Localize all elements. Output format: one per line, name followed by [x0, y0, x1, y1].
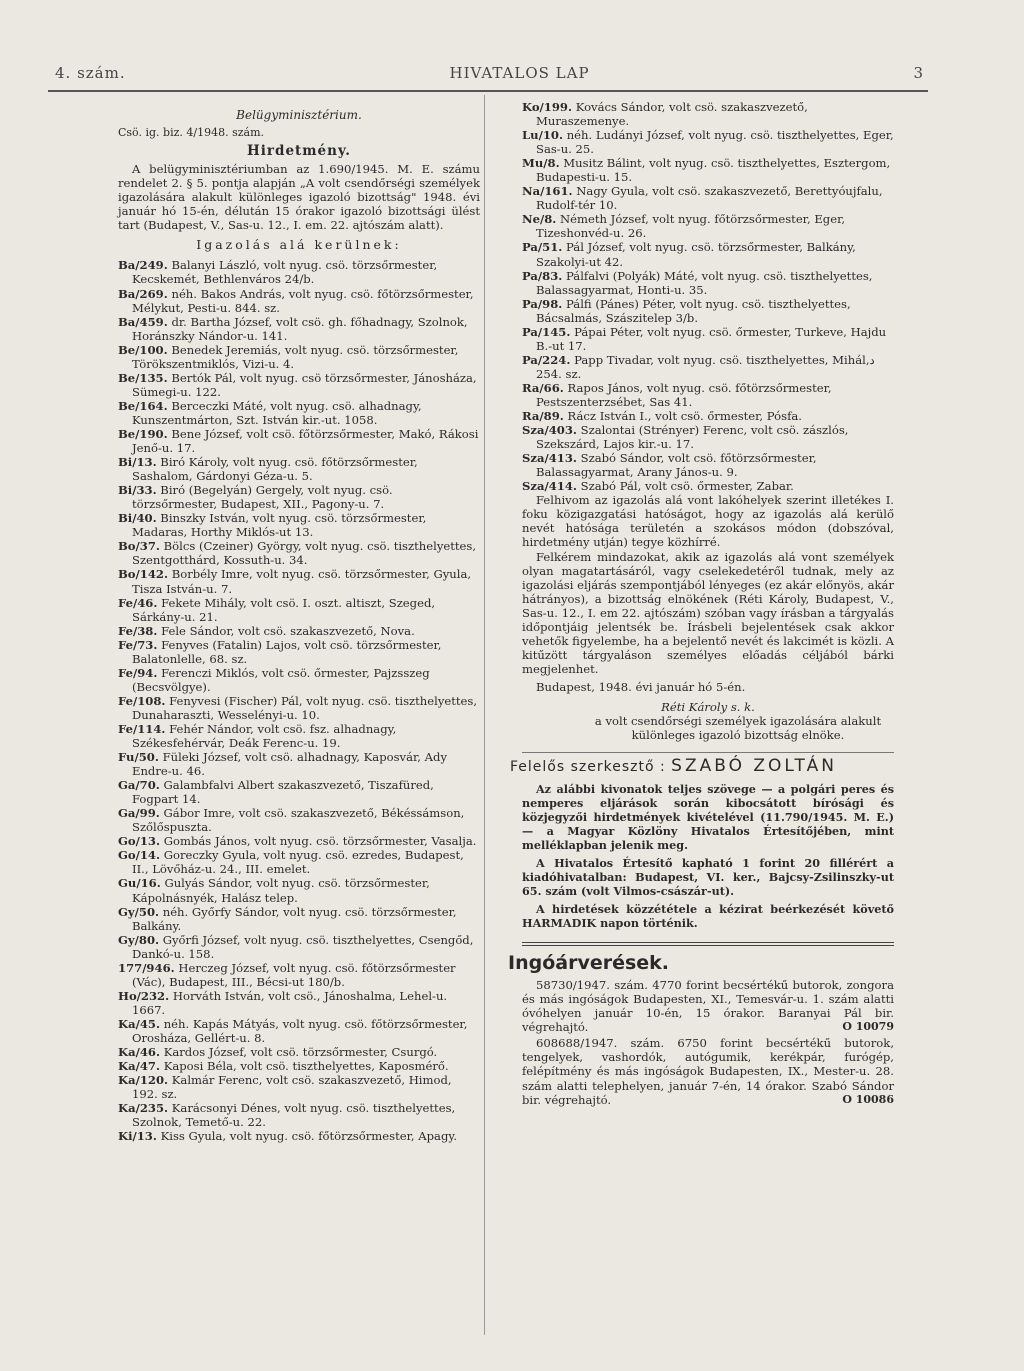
roster-entry — [118, 778, 480, 806]
entry-text: Pál József, volt nyug. csö. törzsőrmester, Balkány, Szakolyi-ut 42. — [536, 240, 856, 269]
entry-code: Ki/13. — [118, 1129, 157, 1144]
section-divider — [522, 752, 894, 753]
entry-code: Bi/40. — [118, 511, 157, 526]
entry-text: Balanyi László, volt nyug. csö. törzsőrmester, Kecskemét, Bethlenváros 24/b. — [132, 258, 438, 287]
entry-text: Gábor Imre, volt csö. szakaszvezető, Békéssámson, Szőlőspuszta. — [132, 806, 465, 835]
entry-code: Ba/269. — [118, 286, 168, 301]
roster-entry — [522, 240, 894, 268]
section-rule — [522, 942, 894, 946]
roster-entry — [522, 325, 894, 353]
entry-code: Ra/89. — [522, 409, 564, 424]
entry-code: Pa/224. — [522, 352, 571, 367]
entry-text: néh. Ludányi József, volt nyug. csö. tiszthelyettes, Eger, Sas-u. 25. — [536, 128, 894, 157]
entry-code: Ka/46. — [118, 1045, 160, 1060]
auction-item — [522, 978, 894, 1034]
notice-intro: A belügyminisztériumban az 1.690/1945. M. E. számu rendelet 2. § 5. pontja alapján „A volt csendőrségi személyek igazolására alakult különleges igazoló bizottság" 1948. évi január hó 15-én, délután 15 órakor igazoló bizottsági ülést tart (Budapest, V., Sas-u. 12., I. em. 22. ajtószám alatt). — [118, 162, 480, 233]
roster-entry — [118, 694, 480, 722]
entry-code: Ba/249. — [118, 258, 168, 273]
entry-text: Fenyvesi (Fischer) Pál, volt nyug. csö. tiszthelyettes, Dunaharaszti, Wesselényi-u. 10. — [132, 693, 478, 722]
entry-code: Ne/8. — [522, 212, 557, 227]
entry-code: Pa/98. — [522, 296, 563, 311]
entry-code: Bi/13. — [118, 455, 157, 470]
entry-text: Karácsonyi Dénes, volt nyug. csö. tiszthelyettes, Szolnok, Temető-u. 22. — [132, 1101, 456, 1130]
entry-text: Ferenczi Miklós, volt csö. őrmester, Pajzsszeg (Becsvölgye). — [132, 665, 430, 694]
ministry-name: Belügyminisztérium. — [236, 108, 362, 122]
entry-text: Nagy Gyula, volt csö. szakaszvezető, Berettyóujfalu, Rudolf-tér 10. — [536, 184, 883, 213]
page-number: 3 — [913, 64, 924, 82]
entry-code: Ka/47. — [118, 1059, 160, 1074]
header-rule — [48, 90, 928, 92]
entry-code: Lu/10. — [522, 128, 563, 143]
entry-text: Kovács Sándor, volt csö. szakaszvezető, Muraszemenye. — [536, 100, 808, 129]
entry-text: Biró Károly, volt nyug. csö. főtörzsőrmester, Sashalom, Gárdonyi Géza-u. 5. — [132, 455, 418, 484]
entry-code: Sza/403. — [522, 423, 577, 438]
entry-text: Bene József, volt csö. főtörzsőrmester, Makó, Rákosi Jenő-u. 17. — [132, 426, 479, 456]
entry-text: néh. Bakos András, volt nyug. csö. főtörzsőrmester, Mélykut, Pesti-u. 844. sz. — [132, 286, 474, 315]
editor-line — [510, 756, 894, 777]
roster-entry — [118, 567, 480, 595]
roster-entry — [522, 451, 894, 479]
roster-entry — [118, 455, 480, 483]
roster-entry — [118, 427, 480, 455]
entry-code: Bi/33. — [118, 483, 157, 498]
entry-text: Gulyás Sándor, volt nyug. csö. törzsőrmester, Kápolnásnyék, Halász telep. — [132, 876, 430, 905]
entry-code: Fe/94. — [118, 665, 158, 680]
entry-code: Fe/73. — [118, 637, 158, 652]
entry-code: Be/100. — [118, 342, 168, 357]
entry-text: Papp Tivadar, volt nyug. csö. tiszthelyettes, Mihálد, 254. sz. — [536, 352, 875, 381]
entry-text: Fenyves (Fatalin) Lajos, volt csö. törzsőrmester, Balatonlelle, 68. sz. — [132, 637, 442, 666]
auction-code: O 10079 — [842, 1020, 894, 1034]
entry-text: Berceczki Máté, volt nyug. csö. alhadnagy, Kunszentmárton, Szt. István kir.-ut. 1058. — [132, 398, 422, 427]
roster-entry — [522, 100, 894, 128]
roster-entry — [118, 258, 480, 286]
left-entry-list — [118, 258, 480, 1143]
signature-name: Réti Károly s. k. — [661, 699, 755, 714]
auction-list — [522, 978, 894, 1106]
right-entry-list — [522, 100, 894, 493]
entry-code: Be/164. — [118, 398, 168, 413]
entry-code: Ka/235. — [118, 1101, 169, 1116]
entry-text: Borbély Imre, volt nyug. csö. törzsőrmester, Gyula, Tisza István-u. 7. — [132, 567, 472, 596]
roster-entry — [118, 1045, 480, 1059]
entry-text: Gombás János, volt nyug. csö. törzsőrmester, Vasalja. — [163, 834, 477, 849]
notice-heading: Hirdetmény. — [247, 143, 351, 160]
entry-text: Kiss Gyula, volt nyug. csö. főtörzsőrmester, Apagy. — [160, 1129, 458, 1144]
roster-entry — [522, 269, 894, 297]
entry-code: Pa/145. — [522, 324, 571, 339]
roster-entry — [522, 156, 894, 184]
auction-text: 608688/1947. szám. 6750 forint becsértékű butorok, tengelyek, vashordók, autógumik, kerékpár, furógép, felépítmény és más ingóságok Budapesten, IX., Mester-u. 28. szám alatti telephelyen, január 7-én, 14 órakor. Szabó Sándor bir. végrehajtó. — [522, 1036, 894, 1107]
roster-entry — [118, 750, 480, 778]
roster-entry — [118, 806, 480, 834]
entry-code: Fu/50. — [118, 750, 159, 765]
auction-section-title: Ingóárverések. — [508, 952, 670, 975]
roster-entry — [118, 371, 480, 399]
roster-entry — [118, 596, 480, 624]
page-header — [55, 64, 924, 88]
entry-text: Biró (Begelyán) Gergely, volt nyug. csö. törzsőrmester, Budapest, XII., Pagony-u. 7. — [132, 483, 393, 512]
entry-text: Szalontai (Strényer) Ferenc, volt csö. zászlós, Szekszárd, Lajos kir.-u. 17. — [536, 423, 849, 452]
roster-entry — [118, 638, 480, 666]
roster-entry — [522, 423, 894, 451]
editor-name: SZABÓ ZOLTÁN — [671, 756, 837, 777]
right-column — [508, 100, 894, 1109]
entry-code: Bo/142. — [118, 567, 169, 582]
signature-title: a volt csendőrségi személyek igazolására alakult különleges igazoló bizottság elnöke. — [594, 714, 882, 743]
roster-entry — [118, 1073, 480, 1101]
entry-text: néh. Kapás Mátyás, volt nyug. csö. főtörzsőrmester, Orosháza, Gellért-u. 8. — [132, 1016, 468, 1045]
entry-text: Szabó Sándor, volt csö. főtörzsőrmester, Balassagyarmat, Arany János-u. 9. — [536, 451, 817, 480]
entry-code: Ko/199. — [522, 100, 573, 114]
entry-text: Fehér Nándor, volt csö. fsz. alhadnagy, Székesfehérvár, Deák Ferenc-u. 19. — [132, 721, 397, 751]
entry-text: Szabó Pál, volt csö. őrmester, Zabar. — [580, 479, 794, 494]
entry-text: Horváth István, volt csö., Jánoshalma, Lehel-u. 1667. — [132, 988, 448, 1017]
entry-text: néh. Győrfy Sándor, volt nyug. csö. törzsőrmester, Balkány. — [132, 904, 457, 933]
entry-code: Ka/45. — [118, 1016, 160, 1031]
entry-code: Fe/114. — [118, 721, 166, 736]
auction-item — [522, 1036, 894, 1106]
instruction-paragraph-1: Felhivom az igazolás alá vont lakóhelyek szerint illetékes I. foku közigazgatási hatóságot, hogy az igazolás alá kerülő nevét hatósága területén a szokásos módon (dobszóval, hirdetmény utján) tegye közhírré. — [522, 493, 894, 550]
entry-code: Sza/413. — [522, 451, 577, 466]
entry-code: Be/135. — [118, 370, 168, 385]
publication-notice-3: A hirdetések közzététele a kézirat beérkezését követő HARMADIK napon történik. — [522, 902, 894, 931]
roster-entry — [118, 343, 480, 371]
roster-entry — [118, 483, 480, 511]
entry-text: Goreczky Gyula, volt nyug. csö. ezredes, Budapest, II., Lövőház-u. 24., III. emelet. — [132, 848, 464, 877]
roster-entry — [118, 989, 480, 1017]
entry-text: Galambfalvi Albert szakaszvezető, Tiszafüred, Fogpart 14. — [132, 778, 434, 807]
roster-entry — [118, 1129, 480, 1143]
entry-code: Go/14. — [118, 848, 161, 863]
entry-code: Mu/8. — [522, 156, 560, 171]
roster-entry — [118, 315, 480, 343]
entry-code: Pa/83. — [522, 268, 563, 283]
entry-text: Fele Sándor, volt csö. szakaszvezető, Nova. — [161, 623, 415, 638]
publication-notice-2: A Hivatalos Értesítő kapható 1 forint 20 fillérért a kiadóhivatalban: Budapest, VI. ker., Bajcsy-Zsilinszky-ut 65. szám (volt Vilmos-császár-ut). — [522, 856, 894, 899]
issue-number: 4. szám. — [55, 64, 126, 82]
entry-text: Bertók Pál, volt nyug. csö törzsőrmester, Jánosháza, Sümegi-u. 122. — [132, 370, 477, 399]
roster-entry — [522, 479, 894, 493]
roster-entry — [118, 539, 480, 567]
left-column — [118, 100, 480, 1143]
roster-entry — [522, 212, 894, 240]
entry-text: Binszky István, volt nyug. csö. törzsőrmester, Madaras, Horthy Miklós-ut 13. — [132, 511, 427, 540]
entry-code: Fe/38. — [118, 623, 158, 638]
roster-entry — [522, 353, 894, 381]
entry-text: Győrfi József, volt nyug. csö. tiszthelyettes, Csengőd, Dankó-u. 158. — [132, 932, 474, 961]
entry-code: Gy/80. — [118, 932, 160, 947]
publication-notice-1: Az alábbi kivonatok teljes szövege — a polgári peres és nemperes eljárások során kibocsátott bírósági és közjegyzői hirdetmények kivételével (11.790/1945. M. E.) — a Magyar Közlöny Hivatalos Értesítőjében, mint melléklapban jelenik meg. — [522, 782, 894, 853]
entry-text: Pálfi (Pánes) Péter, volt nyug. csö. tiszthelyettes, Bácsalmás, Szászitelep 3/b. — [536, 296, 851, 325]
roster-entry — [118, 1059, 480, 1073]
entry-code: Bo/37. — [118, 539, 160, 554]
entry-code: Pa/51. — [522, 240, 563, 255]
entry-text: Kardos József, volt csö. törzsőrmester, Csurgó. — [163, 1045, 438, 1060]
entry-text: Pápai Péter, volt nyug. csö. őrmester, Turkeve, Hajdu B.-ut 17. — [536, 324, 887, 353]
entry-code: Ka/120. — [118, 1073, 169, 1088]
entry-text: Musitz Bálint, volt nyug. csö. tiszthelyettes, Esztergom, Budapesti-u. 15. — [536, 156, 891, 185]
entry-code: Ga/99. — [118, 806, 160, 821]
entry-code: Go/13. — [118, 834, 161, 849]
publication-title: HIVATALOS LAP — [449, 64, 590, 82]
entry-text: Kaposi Béla, volt csö. tiszthelyettes, Kaposmérő. — [163, 1059, 449, 1074]
entry-text: Pálfalvi (Polyák) Máté, volt nyug. csö. tiszthelyettes, Balassagyarmat, Honti-u. 35. — [536, 268, 873, 297]
roster-entry — [118, 1017, 480, 1045]
entry-code: Sza/414. — [522, 479, 577, 494]
entry-code: Fe/46. — [118, 595, 158, 610]
roster-entry — [522, 381, 894, 409]
column-divider — [484, 95, 485, 1335]
roster-entry — [118, 848, 480, 876]
entry-text: Rapos János, volt nyug. csö. főtörzsőrmester, Pestszenterzsébet, Sas 41. — [536, 380, 832, 409]
roster-entry — [118, 1101, 480, 1129]
roster-entry — [118, 624, 480, 638]
roster-entry — [118, 511, 480, 539]
entry-code: Gu/16. — [118, 876, 161, 891]
auction-code: O 10086 — [842, 1092, 894, 1106]
roster-entry — [522, 297, 894, 325]
entry-text: Benedek Jeremiás, volt nyug. csö. törzsőrmester, Törökszentmiklós, Vizi-u. 4. — [132, 342, 459, 371]
entry-text: Füleki József, volt csö. alhadnagy, Kaposvár, Ady Endre-u. 46. — [132, 750, 447, 779]
entry-code: Fe/108. — [118, 693, 166, 708]
entry-code: Gy/50. — [118, 904, 160, 919]
roster-entry — [522, 128, 894, 156]
roster-entry — [118, 666, 480, 694]
entry-code: Be/190. — [118, 426, 168, 441]
signature-date: Budapest, 1948. évi január hó 5-én. — [536, 679, 746, 694]
entry-code: 177/946. — [118, 960, 175, 975]
roster-entry — [118, 722, 480, 750]
roster-entry — [118, 287, 480, 315]
entry-text: Németh József, volt nyug. főtörzsőrmester, Eger, Tizeshonvéd-u. 26. — [536, 212, 846, 241]
roster-entry — [118, 961, 480, 989]
auction-text: 58730/1947. szám. 4770 forint becsértékű butorok, zongora és más ingóságok Budapesten, XI., Temesvár-u. 1. szám alatti óvóhelyen január 10-én, 15 órakor. Baranyai Pál bir. végrehajtó. — [522, 978, 894, 1035]
entry-text: Herczeg József, volt nyug. csö. főtörzsőrmester (Vác), Budapest, III., Bécsi-ut 180/b. — [132, 960, 456, 989]
entry-code: Ra/66. — [522, 380, 564, 395]
instruction-paragraph-2: Felkérem mindazokat, akik az igazolás alá vont személyek olyan magatartásáról, vagy cselekedetéről tudnak, mely az igazolási eljárás szempontjából lényeges (ez akár előnyös, akár hátrányos), a bizottság elnökének (Réti Károly, Budapest, V., Sas-u. 12., I. em 22. ajtószám) szóban vagy írásban a tárgyalás időpontjáig jelentsék be. Írásbeli bejelentések csak akkor vehetők figyelembe, ha a bejelentő nevét és lakcimét is közli. A kitűzött tárgyaláson személyes előadás céljából bárki megjelenhet. — [522, 549, 894, 676]
entry-code: Ba/459. — [118, 314, 168, 329]
entry-code: Ga/70. — [118, 778, 160, 793]
roster-entry — [118, 933, 480, 961]
roster-entry — [118, 905, 480, 933]
editor-label: Felelős szerkesztő : — [510, 759, 666, 776]
roster-entry — [522, 409, 894, 423]
roster-entry — [118, 399, 480, 427]
roster-entry — [118, 834, 480, 848]
entry-text: Bölcs (Czeiner) György, volt nyug. csö. tiszthelyettes, Szentgotthárd, Kossuth-u. 34. — [132, 539, 477, 568]
notice-subheading: Igazolás alá kerülnek: — [196, 237, 402, 253]
entry-code: Na/161. — [522, 184, 573, 199]
entry-text: Kalmár Ferenc, volt csö. szakaszvezető, Himod, 192. sz. — [132, 1073, 452, 1102]
roster-entry — [118, 876, 480, 904]
entry-text: Rácz István I., volt csö. őrmester, Pósfa. — [567, 409, 802, 424]
entry-text: dr. Bartha József, volt csö. gh. főhadnagy, Szolnok, Horánszky Nándor-u. 141. — [132, 314, 468, 343]
entry-text: Fekete Mihály, volt csö. I. oszt. altiszt, Szeged, Sárkány-u. 21. — [132, 595, 436, 624]
reference-number: Csö. ig. biz. 4/1948. szám. — [118, 126, 265, 140]
roster-entry — [522, 184, 894, 212]
entry-code: Ho/232. — [118, 988, 170, 1003]
